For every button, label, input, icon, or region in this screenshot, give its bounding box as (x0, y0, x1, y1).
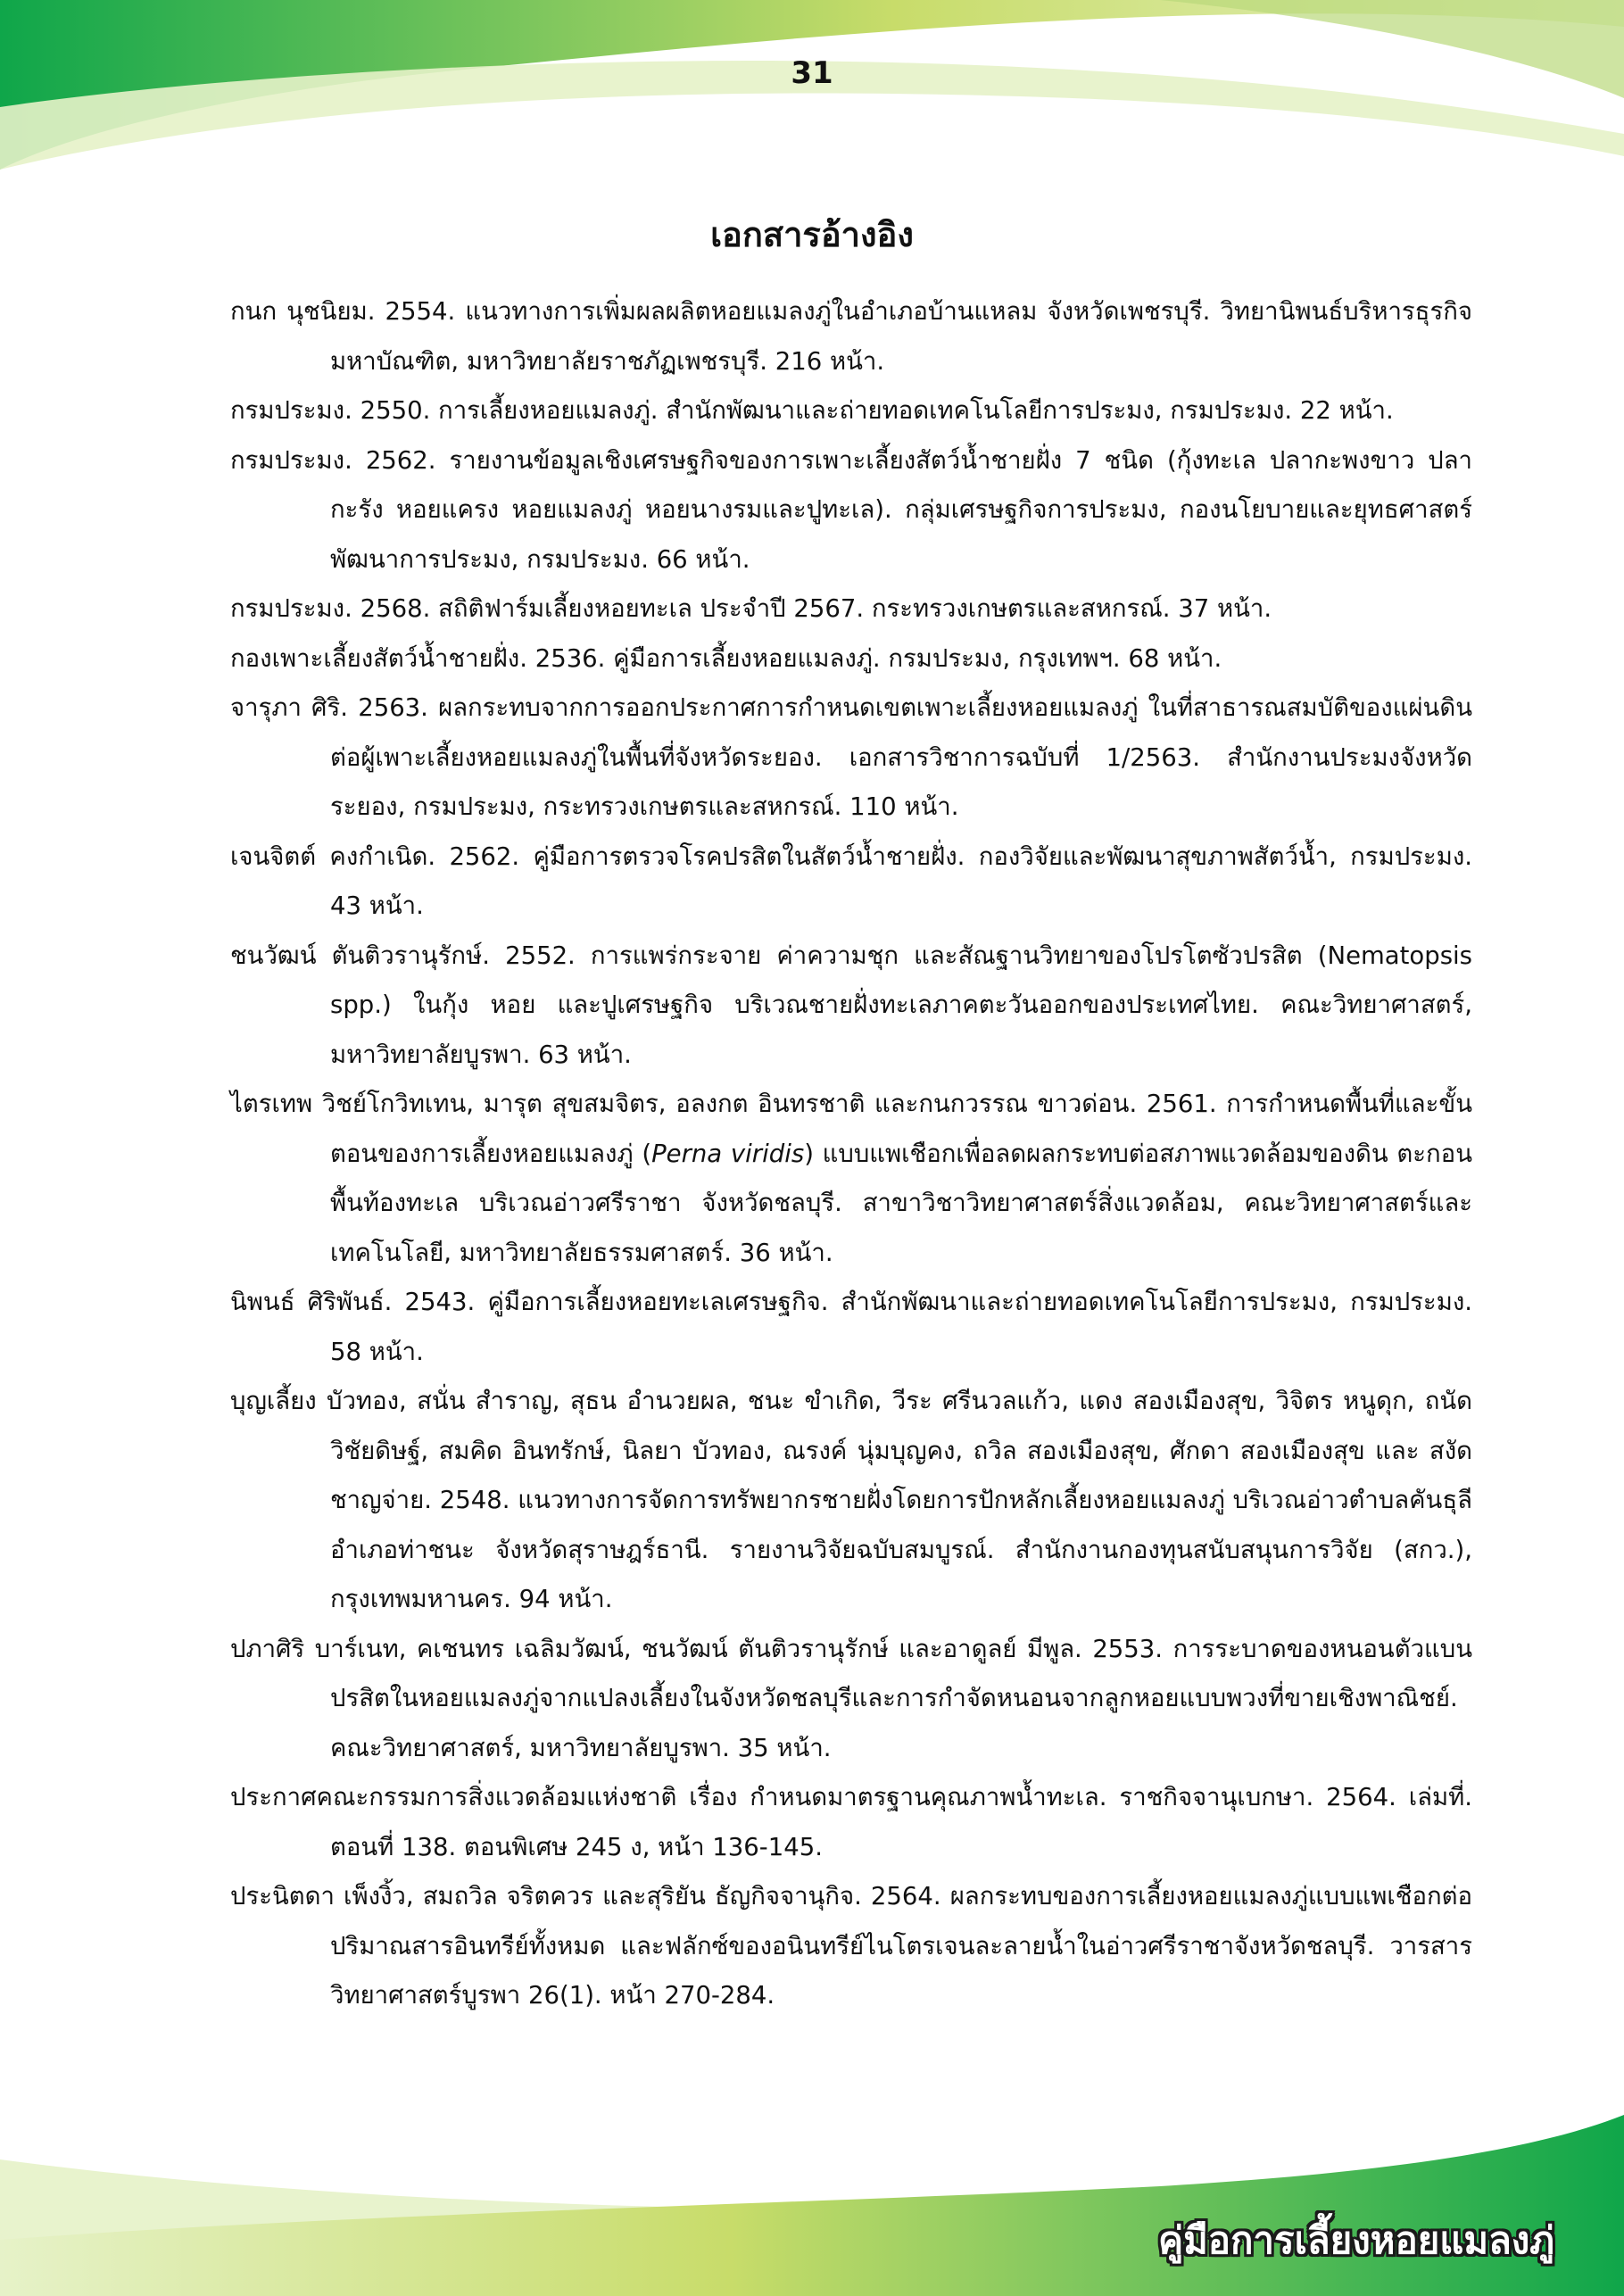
reference-item: กรมประมง. 2550. การเลี้ยงหอยแมลงภู่. สำนักพัฒนาและถ่ายทอดเทคโนโลยีการประมง, กรมประมง. 22 หน้า. (230, 396, 1394, 425)
reference-item: ประกาศคณะกรรมการสิ่งแวดล้อมแห่งชาติ เรื่อง กำหนดมาตรฐานคุณภาพน้ำทะเล. ราชกิจจานุเบกษา. 2564. เล่มที่. ตอนที่ 138. ตอนพิเศษ 245 ง, หน้า 136-145. (230, 1783, 1472, 1861)
reference-text: ไตรเทพ วิชย์โกวิทเทน, มารุต สุขสมจิตร, อลงกต อินทรชาติ และกนกวรรณ ขาวด่อน. 2561. การกำหนดพื้นที่และขั้นตอนของการเลี้ยงหอยแมลงภู่ ( (230, 1090, 1472, 1168)
reference-item: ปภาศิริ บาร์เนท, คเชนทร เฉลิมวัฒน์, ชนวัฒน์ ตันติวรานุรักษ์ และอาดูลย์ มีพูล. 2553. การระบาดของหนอนตัวแบนปรสิตในหอยแมลงภู่จากแปลงเลี้ยงในจังหวัดชลบุรีและการกำจัดหนอนจากลูกหอยแบบพวงที่ขายเชิงพาณิชย์. คณะวิทยาศาสตร์, มหาวิทยาลัยบูรพา. 35 หน้า. (230, 1634, 1472, 1762)
reference-item: นิพนธ์ ศิริพันธ์. 2543. คู่มือการเลี้ยงหอยทะเลเศรษฐกิจ. สำนักพัฒนาและถ่ายทอดเทคโนโลยีการประมง, กรมประมง. 58 หน้า. (230, 1288, 1472, 1366)
reference-item: เจนจิตต์ คงกำเนิด. 2562. คู่มือการตรวจโรคปรสิตในสัตว์น้ำชายฝั่ง. กองวิจัยและพัฒนาสุขภาพสัตว์น้ำ, กรมประมง. 43 หน้า. (230, 841, 1472, 920)
reference-item: กนก นุชนิยม. 2554. แนวทางการเพิ่มผลผลิตหอยแมลงภู่ในอำเภอบ้านแหลม จังหวัดเพชรบุรี. วิทยานิพนธ์บริหารธุรกิจมหาบัณฑิต, มหาวิทยาลัยราชภัฏเพชรบุรี. 216 หน้า. (230, 297, 1472, 376)
species-name: Perna viridis (651, 1139, 805, 1168)
reference-list (230, 287, 1472, 2021)
reference-item (230, 1080, 1472, 1278)
reference-item: บุญเลี้ยง บัวทอง, สนั่น สำราญ, สุธน อำนวยผล, ชนะ ขำเกิด, วีระ ศรีนวลแก้ว, แดง สองเมืองสุข, วิจิตร หนูดุก, ถนัด วิชัยดิษฐ์, สมคิด อินทรักษ์, นิลยา บัวทอง, ณรงค์ นุ่มบุญคง, ถวิล สองเมืองสุข, ศักดา สองเมืองสุข และ สงัด ชาญจ่าย. 2548. แนวทางการจัดการทรัพยากรชายฝั่งโดยการปักหลักเลี้ยงหอยแมลงภู่ บริเวณอ่าวตำบลคันธุลี อำเภอท่าชนะ จังหวัดสุราษฎร์ธานี. รายงานวิจัยฉบับสมบูรณ์. สำนักงานกองทุนสนับสนุนการวิจัย (สกว.), กรุงเทพมหานคร. 94 หน้า. (230, 1387, 1472, 1613)
page-title: เอกสารอ้างอิง (710, 215, 914, 254)
reference-item: ประนิตดา เพ็งงิ้ว, สมถวิล จริตควร และสุริยัน ธัญกิจจานุกิจ. 2564. ผลกระทบของการเลี้ยงหอยแมลงภู่แบบแพเชือกต่อปริมาณสารอินทรีย์ทั้งหมด และฟลักซ์ของอนินทรีย์ไนโตรเจนละลายน้ำในอ่าวศรีราชาจังหวัดชลบุรี. วารสารวิทยาศาสตร์บูรพา 26(1). หน้า 270-284. (230, 1882, 1472, 2010)
reference-item: จารุภา ศิริ. 2563. ผลกระทบจากการออกประกาศการกำหนดเขตเพาะเลี้ยงหอยแมลงภู่ ในที่สาธารณสมบัติของแผ่นดินต่อผู้เพาะเลี้ยงหอยแมลงภู่ในพื้นที่จังหวัดระยอง. เอกสารวิชาการฉบับที่ 1/2563. สำนักงานประมงจังหวัดระยอง, กรมประมง, กระทรวงเกษตรและสหกรณ์. 110 หน้า. (230, 693, 1472, 821)
reference-item: กรมประมง. 2562. รายงานข้อมูลเชิงเศรษฐกิจของการเพาะเลี้ยงสัตว์น้ำชายฝั่ง 7 ชนิด (กุ้งทะเล ปลากะพงขาว ปลากะรัง หอยแครง หอยแมลงภู่ หอยนางรมและปูทะเล). กลุ่มเศรษฐกิจการประมง, กองนโยบายและยุทธศาสตร์พัฒนาการประมง, กรมประมง. 66 หน้า. (230, 445, 1472, 574)
reference-item: ชนวัฒน์ ตันติวรานุรักษ์. 2552. การแพร่กระจาย ค่าความชุก และสัณฐานวิทยาของโปรโตซัวปรสิต (Nematopsis spp.) ในกุ้ง หอย และปูเศรษฐกิจ บริเวณชายฝั่งทะเลภาคตะวันออกของประเทศไทย. คณะวิทยาศาสตร์, มหาวิทยาลัยบูรพา. 63 หน้า. (230, 941, 1472, 1069)
footer-book-title: คู่มือการเลี้ยงหอยแมลงภู่ (1158, 2218, 1554, 2262)
page-number: 31 (791, 55, 833, 91)
reference-item: กองเพาะเลี้ยงสัตว์น้ำชายฝั่ง. 2536. คู่มือการเลี้ยงหอยแมลงภู่. กรมประมง, กรุงเทพฯ. 68 หน้า. (230, 643, 1222, 673)
reference-text: ) แบบแพเชือกเพื่อลดผลกระทบต่อสภาพแวดล้อมของดิน ตะกอนพื้นท้องทะเล บริเวณอ่าวศรีราชา จังหวัดชลบุรี. สาขาวิชาวิทยาศาสตร์สิ่งแวดล้อม, คณะวิทยาศาสตร์และเทคโนโลยี, มหาวิทยาลัยธรรมศาสตร์. 36 หน้า. (330, 1139, 1472, 1267)
reference-item: กรมประมง. 2568. สถิติฟาร์มเลี้ยงหอยทะเล ประจำปี 2567. กระทรวงเกษตรและสหกรณ์. 37 หน้า. (230, 594, 1272, 623)
